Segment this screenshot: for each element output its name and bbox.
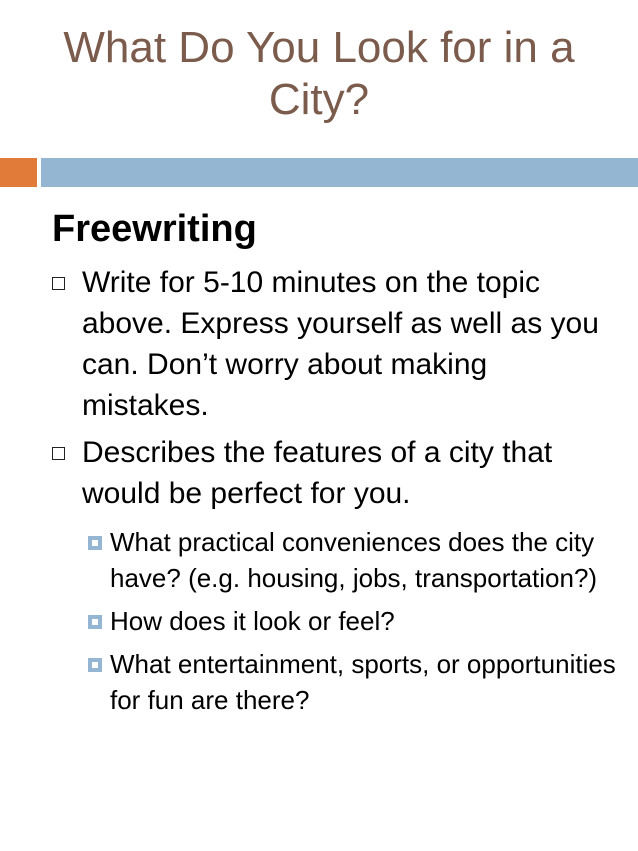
bullet-item	[40, 432, 620, 718]
filled-square-icon	[88, 536, 102, 550]
bullet-text: Write for 5-10 minutes on the topic above. Express yourself as well as you can. Don’t worry about making mistakes.	[82, 266, 599, 422]
sub-bullet-text: What practical conveniences does the city have? (e.g. housing, jobs, transportation?)	[110, 527, 598, 593]
bullet-list	[40, 262, 620, 725]
sub-bullet-text: How does it look or feel?	[110, 606, 395, 636]
divider-accent-blue	[41, 158, 638, 187]
sub-bullet-item	[82, 524, 620, 596]
sub-bullet-item	[82, 603, 620, 639]
section-heading: Freewriting	[52, 208, 257, 250]
filled-square-icon	[88, 615, 102, 629]
sub-bullet-list	[82, 524, 620, 718]
bullet-text: Describes the features of a city that would be perfect for you.	[82, 436, 553, 510]
sub-bullet-item	[82, 646, 620, 718]
slide-title: What Do You Look for in a City?	[63, 23, 575, 124]
divider-accent-orange	[0, 158, 37, 187]
hollow-square-icon	[52, 277, 65, 290]
hollow-square-icon	[52, 447, 65, 460]
sub-bullet-text: What entertainment, sports, or opportunities for fun are there?	[110, 649, 616, 715]
bullet-item	[40, 262, 620, 426]
filled-square-icon	[88, 658, 102, 672]
